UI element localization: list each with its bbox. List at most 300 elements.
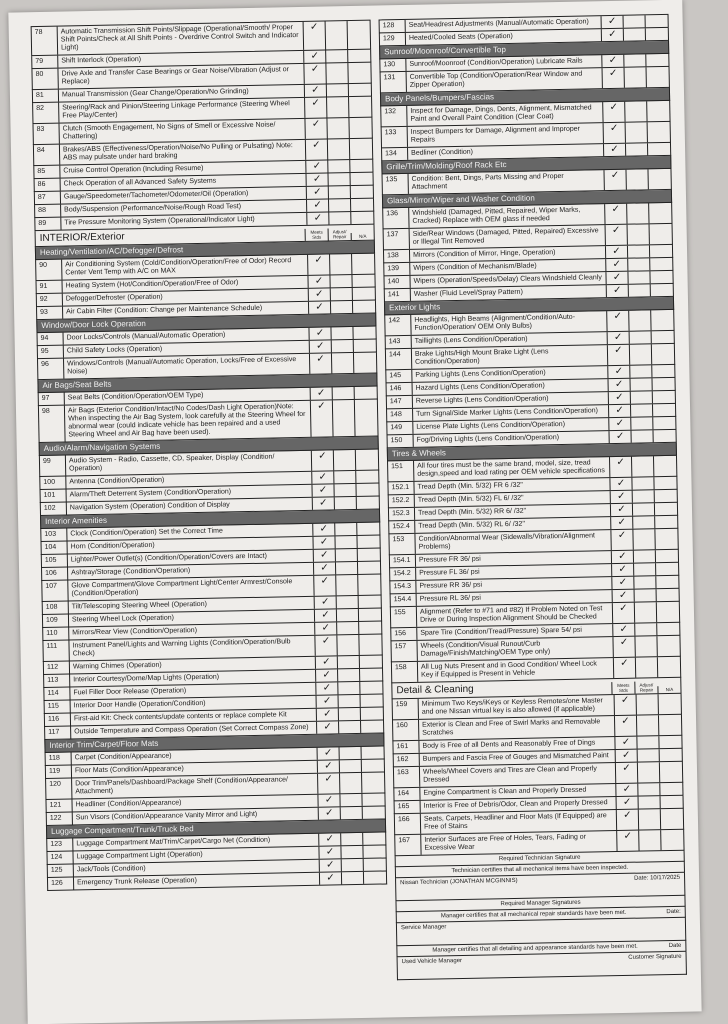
- na-check[interactable]: [657, 602, 679, 622]
- na-check[interactable]: [652, 344, 674, 364]
- adjust-repair-check[interactable]: [639, 809, 661, 829]
- adjust-repair-check[interactable]: [337, 635, 359, 655]
- item-number: 83: [33, 124, 59, 144]
- na-check[interactable]: [359, 596, 381, 608]
- adjust-repair-check[interactable]: [337, 596, 359, 608]
- na-check[interactable]: [654, 456, 676, 476]
- meets-standards-check[interactable]: ✓: [616, 750, 638, 762]
- meets-standards-check[interactable]: ✓: [606, 225, 628, 245]
- adjust-repair-check[interactable]: [635, 589, 657, 601]
- adjust-repair-check[interactable]: [635, 602, 657, 622]
- meets-standards-check[interactable]: ✓: [318, 794, 340, 806]
- na-check[interactable]: [352, 254, 374, 274]
- meets-standards-check[interactable]: ✓: [613, 637, 635, 657]
- na-check[interactable]: [646, 15, 668, 27]
- adjust-repair-check[interactable]: [339, 708, 361, 720]
- meets-standards-check[interactable]: ✓: [318, 760, 340, 772]
- meets-standards-check[interactable]: ✓: [615, 737, 637, 749]
- adjust-repair-check[interactable]: [335, 497, 357, 509]
- na-check[interactable]: [353, 327, 375, 339]
- na-check[interactable]: [651, 310, 673, 330]
- adjust-repair-check[interactable]: [631, 391, 653, 403]
- na-check[interactable]: [351, 186, 373, 198]
- adjust-repair-check[interactable]: [635, 636, 657, 656]
- na-check[interactable]: [359, 609, 381, 621]
- meets-standards-check[interactable]: ✓: [317, 721, 339, 733]
- adjust-repair-check[interactable]: [633, 516, 655, 528]
- meets-standards-check[interactable]: ✓: [612, 577, 634, 589]
- adjust-repair-check[interactable]: [338, 656, 360, 668]
- adjust-repair-check[interactable]: [341, 846, 363, 858]
- na-check[interactable]: [657, 636, 679, 656]
- adjust-repair-check[interactable]: [337, 622, 359, 634]
- na-check[interactable]: [349, 84, 371, 96]
- adjust-repair-check[interactable]: [329, 199, 351, 211]
- meets-standards-check[interactable]: ✓: [319, 846, 341, 858]
- item-number: 141: [385, 289, 411, 301]
- na-check[interactable]: [648, 122, 670, 142]
- tech-date-field[interactable]: Date: 10/17/2025: [633, 874, 681, 882]
- adjust-repair-check[interactable]: [330, 254, 352, 274]
- meets-standards-check[interactable]: ✓: [611, 504, 633, 516]
- adjust-repair-check[interactable]: [336, 549, 358, 561]
- item-number: 138: [384, 250, 410, 262]
- adjust-repair-check[interactable]: [329, 212, 351, 224]
- meets-standards-check[interactable]: ✓: [307, 199, 329, 211]
- meets-standards-check[interactable]: ✓: [604, 170, 626, 190]
- na-check[interactable]: [656, 563, 678, 575]
- adjust-repair-check[interactable]: [330, 275, 352, 287]
- adjust-repair-check[interactable]: [625, 101, 647, 121]
- used-manager-date-field[interactable]: Date: [668, 942, 682, 950]
- adjust-repair-check[interactable]: [638, 783, 660, 795]
- na-check[interactable]: [358, 549, 380, 561]
- adjust-repair-check[interactable]: [326, 21, 349, 49]
- na-check[interactable]: [351, 212, 373, 224]
- na-check[interactable]: [658, 657, 680, 677]
- adjust-repair-check[interactable]: [340, 773, 362, 793]
- item-description: Jack/Tools (Condition): [74, 860, 320, 877]
- meets-standards-check[interactable]: ✓: [617, 810, 639, 830]
- na-check[interactable]: [647, 101, 669, 121]
- meets-standards-check[interactable]: ✓: [613, 624, 635, 636]
- meets-standards-check[interactable]: ✓: [609, 418, 631, 430]
- na-check[interactable]: [646, 54, 668, 66]
- adjust-repair-check[interactable]: [625, 67, 647, 87]
- meets-standards-check[interactable]: ✓: [309, 301, 331, 313]
- na-check[interactable]: [647, 67, 669, 87]
- na-check[interactable]: [348, 21, 371, 49]
- meets-standards-check[interactable]: ✓: [611, 517, 633, 529]
- na-check[interactable]: [650, 224, 672, 244]
- meets-standards-check[interactable]: ✓: [308, 275, 330, 287]
- adjust-repair-check[interactable]: [331, 301, 353, 313]
- adjust-repair-check[interactable]: [638, 749, 660, 761]
- adjust-repair-check[interactable]: [328, 173, 350, 185]
- adjust-repair-check[interactable]: [635, 623, 657, 635]
- meets-standards-check[interactable]: ✓: [607, 285, 629, 297]
- na-check[interactable]: [356, 471, 378, 483]
- adjust-repair-check[interactable]: [639, 830, 661, 850]
- meets-standards-check[interactable]: ✓: [606, 246, 628, 258]
- adjust-repair-check[interactable]: [638, 762, 660, 782]
- na-check[interactable]: [655, 503, 677, 515]
- adjust-repair-check[interactable]: [332, 353, 354, 373]
- meets-standards-check[interactable]: ✓: [312, 471, 334, 483]
- na-check[interactable]: [359, 635, 381, 655]
- meets-standards-check[interactable]: ✓: [314, 562, 336, 574]
- meets-standards-check[interactable]: ✓: [309, 288, 331, 300]
- na-check[interactable]: [655, 529, 677, 549]
- meets-standards-check[interactable]: ✓: [309, 327, 331, 339]
- meets-standards-check[interactable]: ✓: [313, 497, 335, 509]
- adjust-repair-check[interactable]: [334, 484, 356, 496]
- adjust-repair-check[interactable]: [631, 404, 653, 416]
- adjust-repair-check[interactable]: [339, 695, 361, 707]
- adjust-repair-check[interactable]: [326, 63, 348, 83]
- na-check[interactable]: [361, 695, 383, 707]
- adjust-repair-check[interactable]: [335, 523, 357, 535]
- meets-standards-check[interactable]: ✓: [609, 392, 631, 404]
- na-check[interactable]: [363, 832, 385, 844]
- na-check[interactable]: [349, 118, 371, 138]
- adjust-repair-check[interactable]: [331, 288, 353, 300]
- meets-standards-check[interactable]: ✓: [617, 797, 639, 809]
- na-check[interactable]: [355, 387, 377, 399]
- adjust-repair-check[interactable]: [634, 563, 656, 575]
- na-check[interactable]: [349, 97, 371, 117]
- na-check[interactable]: [351, 199, 373, 211]
- na-check[interactable]: [661, 796, 683, 808]
- meets-standards-check[interactable]: ✓: [608, 366, 630, 378]
- item-description: Tread Depth (Min. 5/32) RL 6/ /32": [415, 517, 611, 533]
- na-check[interactable]: [352, 275, 374, 287]
- meets-standards-check[interactable]: ✓: [317, 695, 339, 707]
- adjust-repair-check[interactable]: [637, 736, 659, 748]
- meets-standards-check[interactable]: ✓: [604, 144, 626, 156]
- na-check[interactable]: [355, 400, 378, 436]
- adjust-repair-check[interactable]: [336, 562, 358, 574]
- adjust-repair-check[interactable]: [628, 258, 650, 270]
- meets-standards-check[interactable]: ✓: [602, 29, 624, 41]
- meets-standards-check[interactable]: ✓: [607, 311, 629, 331]
- meets-standards-check[interactable]: ✓: [614, 658, 636, 678]
- adjust-repair-check[interactable]: [340, 747, 362, 759]
- meets-standards-check[interactable]: ✓: [306, 160, 328, 172]
- meets-standards-check[interactable]: ✓: [613, 590, 635, 602]
- na-check[interactable]: [655, 516, 677, 528]
- meets-standards-check[interactable]: ✓: [306, 139, 328, 159]
- na-check[interactable]: [654, 477, 676, 489]
- na-check[interactable]: [648, 143, 670, 155]
- na-check[interactable]: [653, 417, 675, 429]
- adjust-repair-check[interactable]: [629, 310, 651, 330]
- na-check[interactable]: [659, 694, 681, 714]
- na-check[interactable]: [660, 762, 682, 782]
- meets-standards-check[interactable]: ✓: [615, 716, 637, 736]
- meets-standards-check[interactable]: ✓: [304, 21, 327, 49]
- na-check[interactable]: [357, 536, 379, 548]
- meets-standards-check[interactable]: ✓: [613, 603, 635, 623]
- meets-standards-check[interactable]: ✓: [314, 549, 336, 561]
- na-check[interactable]: [650, 258, 672, 270]
- adjust-repair-check[interactable]: [334, 471, 356, 483]
- meets-standards-check[interactable]: ✓: [306, 173, 328, 185]
- adjust-repair-check[interactable]: [341, 833, 363, 845]
- meets-standards-check[interactable]: ✓: [318, 773, 340, 793]
- adjust-repair-check[interactable]: [337, 609, 359, 621]
- na-check[interactable]: [362, 759, 384, 771]
- na-check[interactable]: [657, 589, 679, 601]
- adjust-repair-check[interactable]: [624, 28, 646, 40]
- meets-standards-check[interactable]: ✓: [319, 807, 341, 819]
- na-check[interactable]: [656, 550, 678, 562]
- adjust-repair-check[interactable]: [626, 143, 648, 155]
- na-check[interactable]: [653, 404, 675, 416]
- manager-certify-note: Manager certifies that all mechanical repair standards have been met.: [440, 909, 627, 920]
- na-check[interactable]: [356, 484, 378, 496]
- meets-standards-check[interactable]: ✓: [310, 353, 332, 373]
- meets-standards-check[interactable]: ✓: [616, 784, 638, 796]
- customer-signature-field[interactable]: Customer Signature: [628, 953, 682, 961]
- na-check[interactable]: [660, 783, 682, 795]
- meets-standards-check[interactable]: ✓: [313, 536, 335, 548]
- adjust-repair-check[interactable]: [333, 400, 356, 436]
- meets-standards-check[interactable]: ✓: [307, 186, 329, 198]
- na-check[interactable]: [350, 173, 372, 185]
- na-check[interactable]: [656, 576, 678, 588]
- meets-standards-check[interactable]: ✓: [305, 84, 327, 96]
- meets-standards-check[interactable]: ✓: [318, 747, 340, 759]
- na-check[interactable]: [354, 340, 376, 352]
- na-check[interactable]: [361, 708, 383, 720]
- na-check[interactable]: [350, 139, 372, 159]
- na-check[interactable]: [364, 871, 386, 883]
- meets-standards-check[interactable]: ✓: [304, 63, 326, 83]
- meets-standards-check[interactable]: ✓: [616, 763, 638, 783]
- na-check[interactable]: [363, 806, 385, 818]
- adjust-repair-check[interactable]: [628, 224, 650, 244]
- adjust-repair-check[interactable]: [341, 807, 363, 819]
- meets-standards-check[interactable]: ✓: [311, 400, 334, 436]
- na-check[interactable]: [362, 772, 384, 792]
- meets-standards-check[interactable]: ✓: [608, 332, 630, 344]
- meets-standards-check[interactable]: ✓: [606, 259, 628, 271]
- adjust-repair-check[interactable]: [334, 450, 356, 470]
- na-check[interactable]: [653, 391, 675, 403]
- meets-standards-check[interactable]: ✓: [603, 68, 625, 88]
- adjust-repair-check[interactable]: [634, 550, 656, 562]
- na-check[interactable]: [652, 378, 674, 390]
- na-check[interactable]: [361, 721, 383, 733]
- adjust-repair-check[interactable]: [636, 657, 658, 677]
- adjust-repair-check[interactable]: [632, 456, 654, 476]
- meets-standards-check[interactable]: ✓: [311, 387, 333, 399]
- meets-standards-check[interactable]: ✓: [612, 564, 634, 576]
- meets-standards-check[interactable]: ✓: [608, 345, 630, 365]
- adjust-repair-check[interactable]: [327, 97, 349, 117]
- adjust-repair-check[interactable]: [628, 245, 650, 257]
- adjust-repair-check[interactable]: [631, 430, 653, 442]
- meets-standards-check[interactable]: ✓: [615, 695, 637, 715]
- meets-standards-check[interactable]: ✓: [609, 405, 631, 417]
- na-check[interactable]: [354, 353, 376, 373]
- na-check[interactable]: [348, 63, 370, 83]
- na-check[interactable]: [650, 271, 672, 283]
- adjust-repair-check[interactable]: [328, 160, 350, 172]
- meets-standards-check[interactable]: ✓: [315, 622, 337, 634]
- meets-standards-check[interactable]: ✓: [310, 340, 332, 352]
- adjust-repair-check[interactable]: [632, 477, 654, 489]
- adjust-repair-check[interactable]: [631, 417, 653, 429]
- meets-standards-check[interactable]: ✓: [313, 523, 335, 535]
- na-check[interactable]: [363, 845, 385, 857]
- meets-standards-check[interactable]: ✓: [314, 575, 336, 595]
- meets-standards-check[interactable]: ✓: [608, 379, 630, 391]
- na-check[interactable]: [357, 497, 379, 509]
- meets-standards-check[interactable]: ✓: [316, 656, 338, 668]
- na-check[interactable]: [646, 28, 668, 40]
- adjust-repair-check[interactable]: [628, 271, 650, 283]
- adjust-repair-check[interactable]: [342, 872, 364, 884]
- na-check[interactable]: [661, 830, 683, 850]
- meets-standards-check[interactable]: ✓: [316, 669, 338, 681]
- meets-standards-check[interactable]: ✓: [319, 833, 341, 845]
- adjust-repair-check[interactable]: [328, 139, 350, 159]
- meets-standards-check[interactable]: ✓: [610, 457, 632, 477]
- meets-standards-check[interactable]: ✓: [305, 97, 327, 117]
- na-check[interactable]: [362, 793, 384, 805]
- na-check[interactable]: [353, 288, 375, 300]
- adjust-repair-check[interactable]: [626, 122, 648, 142]
- adjust-repair-check[interactable]: [626, 169, 648, 189]
- na-check[interactable]: [651, 284, 673, 296]
- adjust-repair-check[interactable]: [338, 669, 360, 681]
- na-check[interactable]: [657, 623, 679, 635]
- meets-standards-check[interactable]: ✓: [605, 204, 627, 224]
- meets-standards-check[interactable]: ✓: [315, 596, 337, 608]
- na-check[interactable]: [353, 301, 375, 313]
- adjust-repair-check[interactable]: [339, 721, 361, 733]
- na-check[interactable]: [357, 523, 379, 535]
- na-check[interactable]: [364, 858, 386, 870]
- adjust-repair-check[interactable]: [342, 859, 364, 871]
- meets-standards-check[interactable]: ✓: [604, 123, 626, 143]
- meets-standards-check[interactable]: ✓: [610, 478, 632, 490]
- meets-standards-check[interactable]: ✓: [317, 708, 339, 720]
- meets-standards-check[interactable]: ✓: [612, 551, 634, 563]
- na-check[interactable]: [360, 669, 382, 681]
- adjust-repair-check[interactable]: [332, 340, 354, 352]
- na-check[interactable]: [348, 50, 370, 62]
- adjust-repair-check[interactable]: [329, 186, 351, 198]
- meets-standards-check[interactable]: ✓: [606, 272, 628, 284]
- meets-standards-check[interactable]: ✓: [312, 484, 334, 496]
- meets-standards-check[interactable]: ✓: [320, 859, 342, 871]
- adjust-repair-check[interactable]: [327, 84, 349, 96]
- na-check[interactable]: [661, 809, 683, 829]
- manager-date-field[interactable]: Date:: [666, 908, 681, 916]
- na-check[interactable]: [653, 430, 675, 442]
- na-check[interactable]: [362, 746, 384, 758]
- meets-standards-check[interactable]: ✓: [603, 102, 625, 122]
- adjust-repair-check[interactable]: [326, 50, 348, 62]
- na-check[interactable]: [655, 490, 677, 502]
- used-vehicle-manager-field[interactable]: Used Vehicle Manager: [401, 958, 463, 966]
- adjust-repair-check[interactable]: [624, 15, 646, 27]
- meets-standards-check[interactable]: ✓: [320, 872, 342, 884]
- meets-standards-check[interactable]: ✓: [307, 212, 329, 224]
- meets-standards-check[interactable]: ✓: [611, 530, 633, 550]
- adjust-repair-check[interactable]: [327, 118, 349, 138]
- adjust-repair-check[interactable]: [637, 715, 659, 735]
- meets-standards-check[interactable]: ✓: [305, 118, 327, 138]
- adjust-repair-check[interactable]: [333, 387, 355, 399]
- na-check[interactable]: [360, 682, 382, 694]
- item-description: Antenna (Condition/Operation): [66, 472, 312, 489]
- meets-standards-check[interactable]: ✓: [602, 55, 624, 67]
- meets-standards-check[interactable]: ✓: [316, 682, 338, 694]
- adjust-repair-check[interactable]: [633, 529, 655, 549]
- na-check[interactable]: [358, 562, 380, 574]
- na-check[interactable]: [648, 169, 670, 189]
- na-check[interactable]: [659, 715, 681, 735]
- meets-standards-check[interactable]: ✓: [609, 431, 631, 443]
- adjust-repair-check[interactable]: [633, 490, 655, 502]
- na-check[interactable]: [359, 622, 381, 634]
- meets-standards-check[interactable]: ✓: [312, 450, 334, 470]
- na-check[interactable]: [360, 656, 382, 668]
- adjust-repair-check[interactable]: [627, 203, 649, 223]
- adjust-repair-check[interactable]: [630, 331, 652, 343]
- adjust-repair-check[interactable]: [637, 694, 659, 714]
- meets-standards-check[interactable]: ✓: [315, 609, 337, 621]
- adjust-repair-check[interactable]: [630, 365, 652, 377]
- adjust-repair-check[interactable]: [630, 344, 652, 364]
- meets-standards-check[interactable]: ✓: [617, 831, 639, 851]
- adjust-repair-check[interactable]: [340, 794, 362, 806]
- na-check[interactable]: [652, 365, 674, 377]
- na-check[interactable]: [650, 245, 672, 257]
- adjust-repair-check[interactable]: [629, 284, 651, 296]
- meets-standards-check[interactable]: ✓: [315, 635, 337, 655]
- adjust-repair-check[interactable]: [634, 576, 656, 588]
- adjust-repair-check[interactable]: [639, 796, 661, 808]
- adjust-repair-check[interactable]: [338, 682, 360, 694]
- service-manager-field[interactable]: Service Manager: [400, 924, 447, 932]
- item-description: Lighter/Power Outlet(s) (Condition/Operation/Covers are Intact): [68, 550, 314, 567]
- na-check[interactable]: [356, 450, 378, 470]
- adjust-repair-check[interactable]: [336, 575, 358, 595]
- na-check[interactable]: [358, 575, 380, 595]
- meets-standards-check[interactable]: ✓: [602, 16, 624, 28]
- meets-standards-check[interactable]: ✓: [308, 254, 330, 274]
- na-check[interactable]: [659, 736, 681, 748]
- adjust-repair-check[interactable]: [340, 760, 362, 772]
- na-check[interactable]: [350, 160, 372, 172]
- adjust-repair-check[interactable]: [335, 536, 357, 548]
- adjust-repair-check[interactable]: [331, 327, 353, 339]
- adjust-repair-check[interactable]: [630, 378, 652, 390]
- na-check[interactable]: [660, 749, 682, 761]
- na-check[interactable]: [652, 331, 674, 343]
- meets-standards-check[interactable]: ✓: [304, 50, 326, 62]
- na-check[interactable]: [649, 203, 671, 223]
- adjust-repair-check[interactable]: [624, 54, 646, 66]
- meets-standards-check[interactable]: ✓: [611, 491, 633, 503]
- technician-name-field[interactable]: Nissan Technician (JONATHAN MCGINNIS): [400, 877, 518, 887]
- adjust-repair-check[interactable]: [633, 503, 655, 515]
